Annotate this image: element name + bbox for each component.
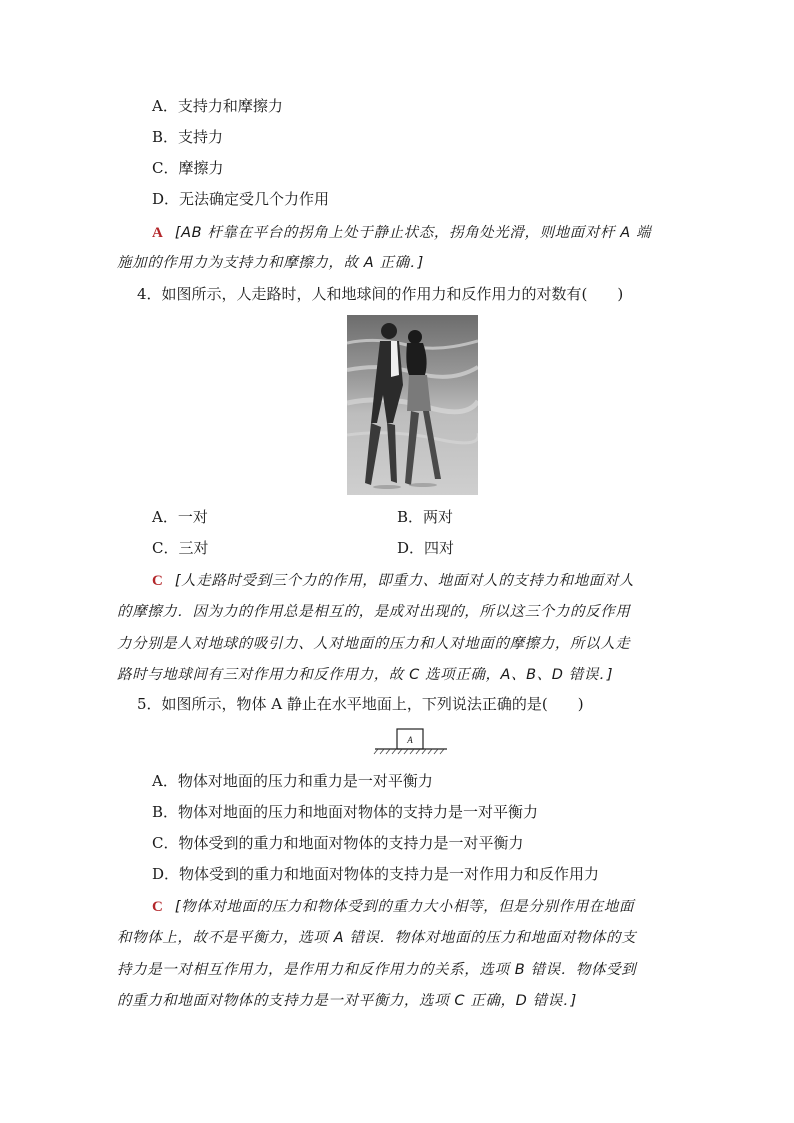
q3-option-b: B．支持力 [152, 128, 224, 146]
q3-option-a: A．支持力和摩擦力 [152, 97, 283, 115]
q4-answer-letter: C [152, 573, 163, 589]
q4-option-a: A．一对 [152, 508, 208, 526]
q3-answer-letter: A [152, 225, 163, 241]
q5-explanation-line2: 和物体上，故不是平衡力，选项 A 错误．物体对地面的压力和地面对物体的支 [117, 930, 637, 946]
block-on-ground-diagram [373, 727, 449, 757]
q4-option-d: D．四对 [397, 539, 455, 557]
q4-answer [152, 570, 634, 591]
q3-explanation-line1: [AB 杆靠在平台的拐角上处于静止状态，拐角处光滑，则地面对杆 A 端 [174, 225, 652, 241]
q5-option-b: B．物体对地面的压力和地面对物体的支持力是一对平衡力 [152, 803, 539, 821]
q3-option-c: C．摩擦力 [152, 159, 224, 177]
q4-explanation-line4: 路时与地球间有三对作用力和反作用力，故 C 选项正确，A、B、D 错误．] [117, 667, 614, 683]
block-label: A [407, 735, 413, 745]
q5-explanation-line4: 的重力和地面对物体的支持力是一对平衡力，选项 C 正确，D 错误．] [117, 993, 577, 1009]
q5-answer-letter: C [152, 899, 163, 915]
q5-answer [152, 896, 634, 917]
q4-explanation-line1: [人走路时受到三个力的作用，即重力、地面对人的支持力和地面对人 [174, 573, 635, 589]
q5-option-c: C．物体受到的重力和地面对物体的支持力是一对平衡力 [152, 834, 524, 852]
q5-stem: 5．如图所示，物体 A 静止在水平地面上，下列说法正确的是( ) [137, 695, 584, 713]
q4-explanation-line3: 力分别是人对地球的吸引力、人对地面的压力和人对地面的摩擦力，所以人走 [117, 636, 631, 652]
q4-stem: 4．如图所示，人走路时，人和地球间的作用力和反作用力的对数有( ) [137, 285, 624, 303]
q3-answer [152, 222, 651, 243]
q3-option-d: D．无法确定受几个力作用 [152, 190, 330, 208]
q5-option-a: A．物体对地面的压力和重力是一对平衡力 [152, 772, 433, 790]
q4-option-b: B．两对 [397, 508, 454, 526]
q3-explanation-line2: 施加的作用力为支持力和摩擦力，故 A 正确．] [117, 255, 424, 271]
q4-option-c: C．三对 [152, 539, 209, 557]
q5-explanation-line1: [物体对地面的压力和物体受到的重力大小相等，但是分别作用在地面 [174, 899, 635, 915]
q5-explanation-line3: 持力是一对相互作用力，是作用力和反作用力的关系，选项 B 错误．物体受到 [117, 962, 637, 978]
ground-hatching [374, 749, 444, 754]
walking-couple-photo [347, 315, 478, 495]
q5-option-d: D．物体受到的重力和地面对物体的支持力是一对作用力和反作用力 [152, 865, 600, 883]
q4-explanation-line2: 的摩擦力．因为力的作用总是相互的，是成对出现的，所以这三个力的反作用 [117, 604, 631, 620]
